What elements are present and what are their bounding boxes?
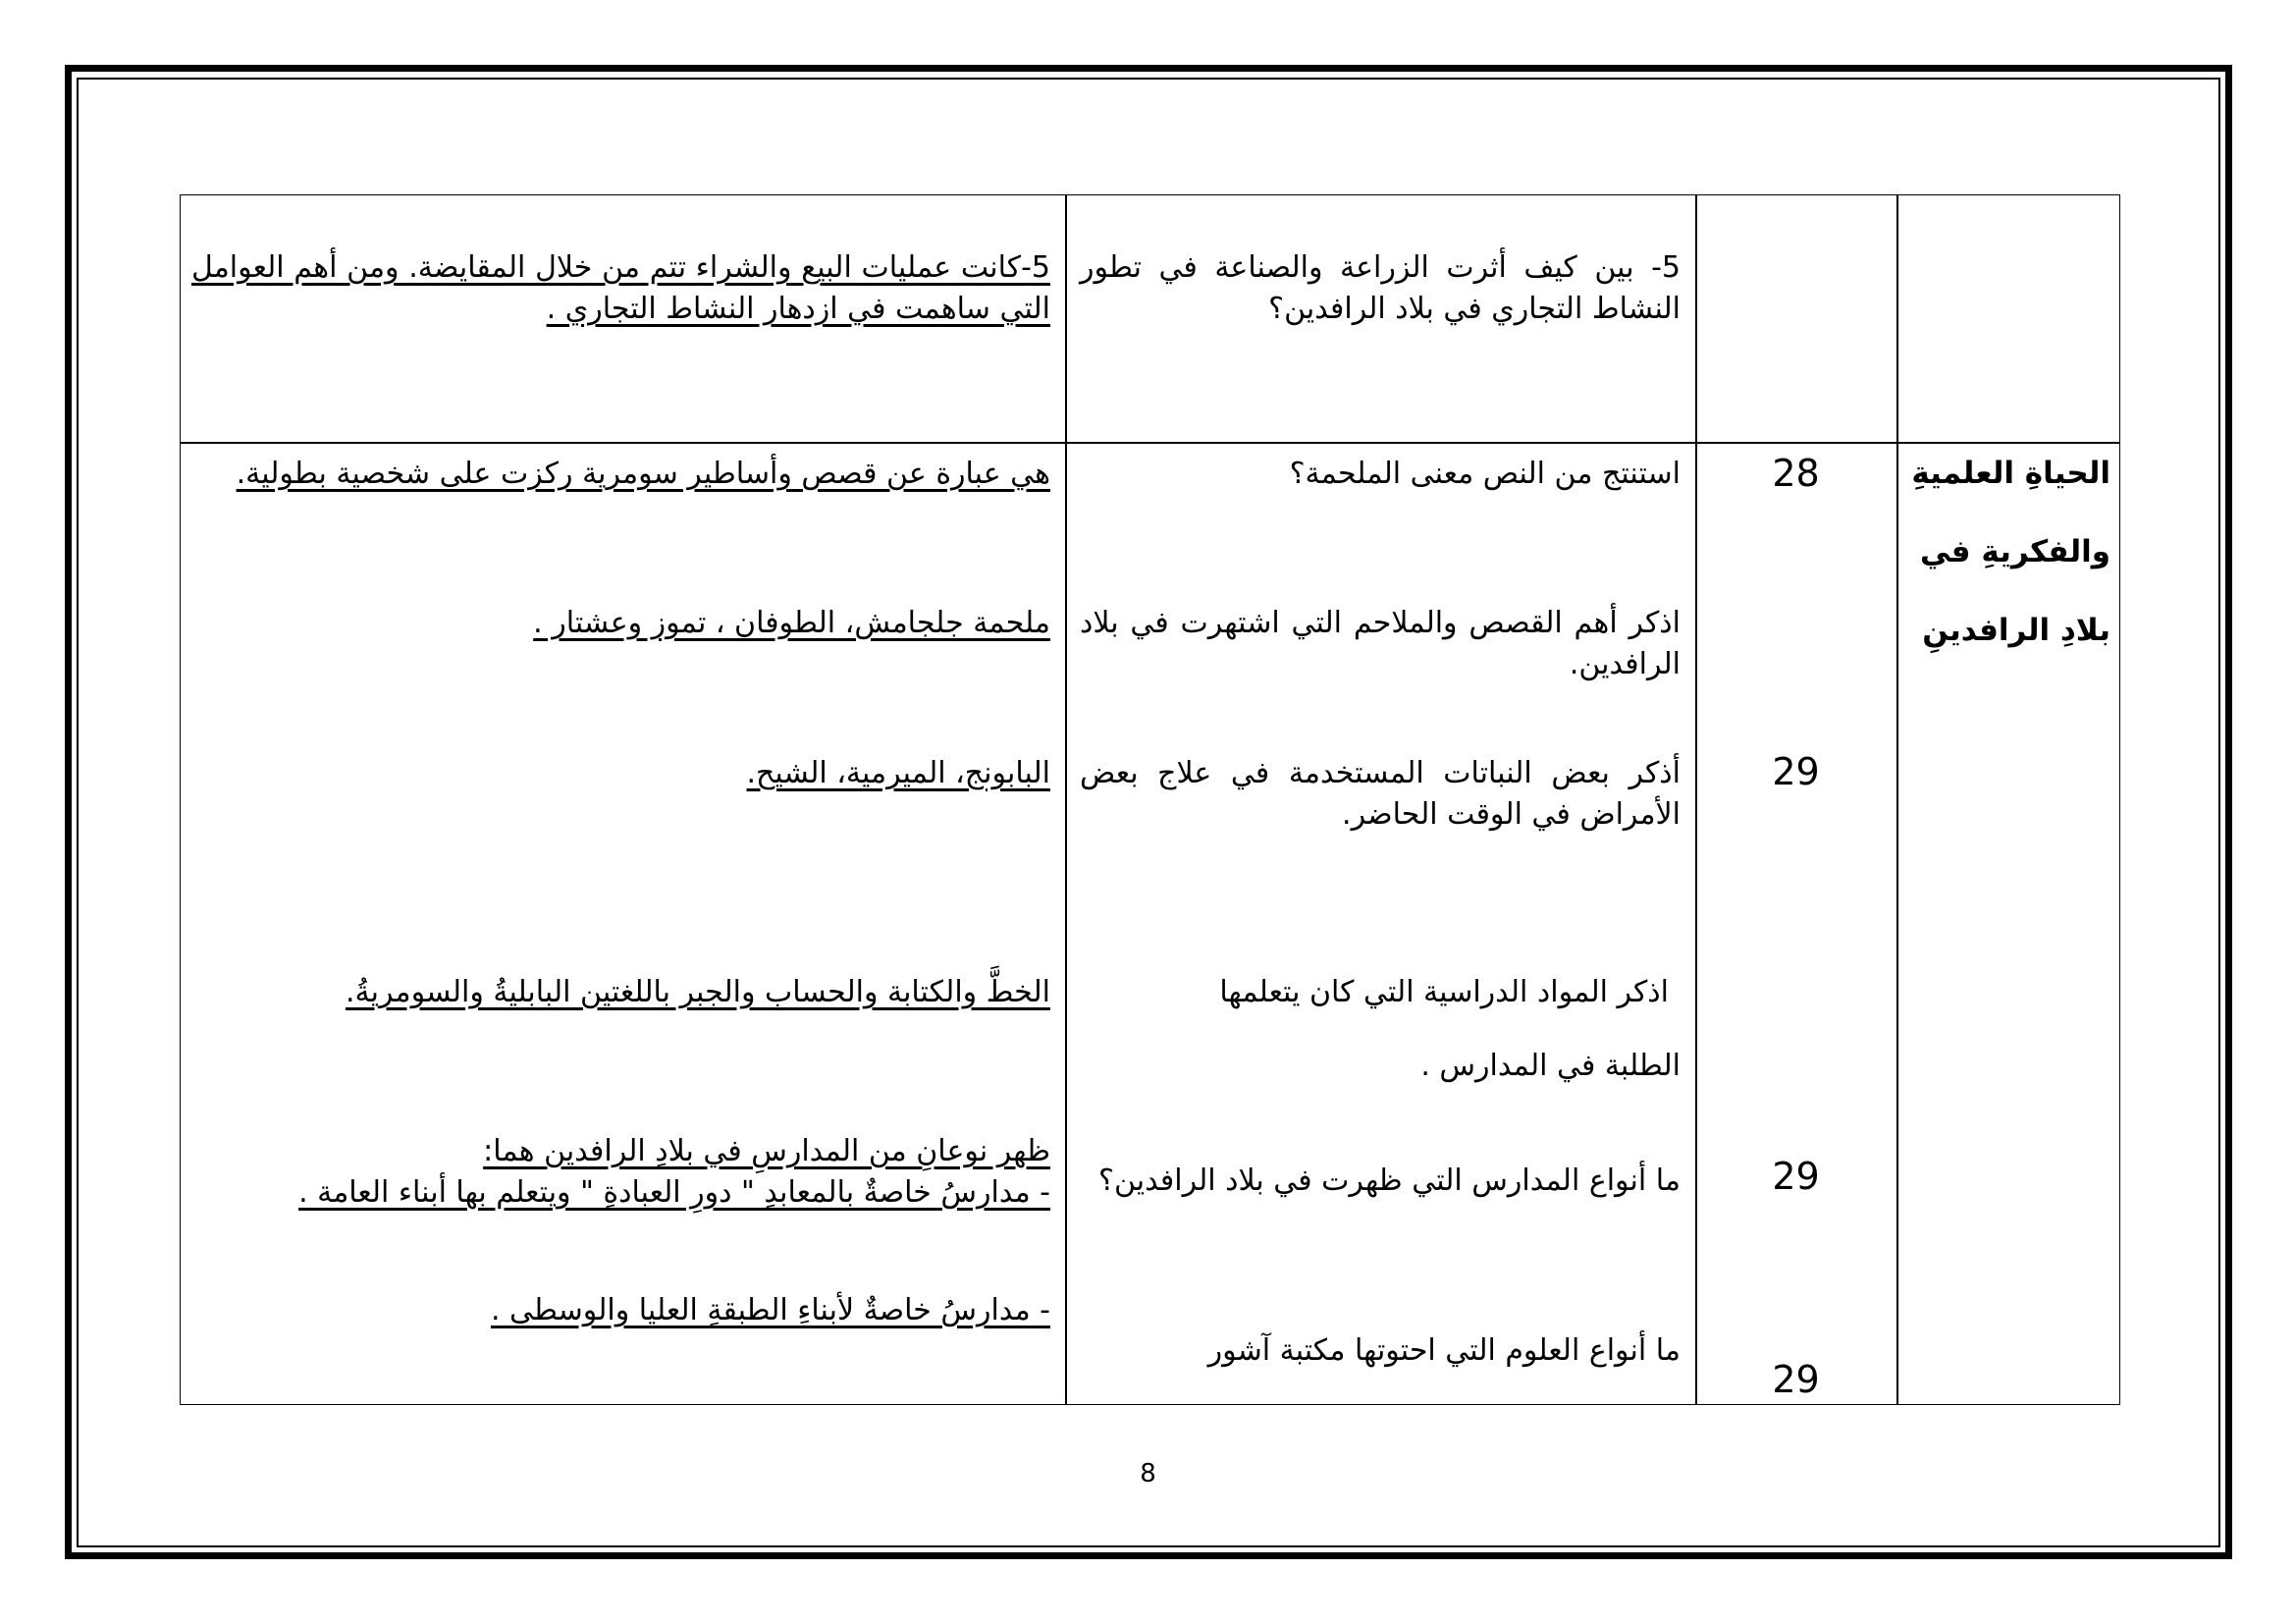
page-ref-29-ashur: 29 — [1772, 1358, 1820, 1401]
answer-epic-meaning: هي عبارة عن قصص وأساطير سومرية ركزت على شخصية بطولية. — [236, 457, 1050, 491]
answer-school-subjects: الخطَّ والكتابة والحساب والجبر باللغتين البابليةُ والسومريةُ. — [346, 975, 1050, 1009]
lesson-title — [1909, 434, 2110, 670]
page-ref-28: 28 — [1772, 452, 1820, 495]
page-number: 8 — [1140, 1459, 1156, 1489]
question-school-subjects-line1: اذكر المواد الدراسية التي كان يتعلمها — [1219, 975, 1669, 1009]
question-famous-epics: اذكر أهم القصص والملاحم التي اشتهرت في بلاد الرافدين. — [1080, 606, 1681, 681]
answer-school-types-line1: ظهر نوعانِ من المدارسِ في بلادِ الرافدين هما: — [483, 1134, 1050, 1168]
answer-school-types-line2: - مدارسُ خاصةٌ بالمعابدِ " دورِ العبادةِ " ويتعلم بها أبناء العامة . — [298, 1175, 1050, 1210]
answer-trade: 5-كانت عمليات البيع والشراء تتم من خلال المقايضة. ومن أهم العوامل التي ساهمت في ازدهار النشاط التجاري . — [191, 250, 1050, 326]
question-school-subjects-line2: الطلبة في المدارس . — [1420, 1049, 1681, 1083]
table-col-divider-page — [1695, 194, 1697, 1405]
table-col-divider-title — [1896, 194, 1898, 1405]
page-ref-29-schools: 29 — [1772, 1155, 1820, 1198]
question-school-types: ما أنواع المدارس التي ظهرت في بلاد الرافدين؟ — [1098, 1164, 1681, 1198]
answer-medicinal-plants: البابونج، الميرمية، الشيح. — [746, 756, 1050, 790]
question-medicinal-plants: أذكر بعض النباتات المستخدمة في علاج بعض الأمراض في الوقت الحاضر. — [1080, 756, 1681, 832]
table-row-divider — [180, 442, 2120, 444]
page-ref-29: 29 — [1772, 750, 1820, 793]
lesson-title-line2: والفكريةِ في — [1919, 534, 2110, 569]
answer-school-types-line3: - مدارسُ خاصةٌ لأبناءِ الطبقةِ العليا والوسطى . — [490, 1293, 1050, 1327]
question-trade: 5- بين كيف أثرت الزراعة والصناعة في تطور النشاط التجاري في بلاد الرافدين؟ — [1080, 250, 1681, 326]
lesson-title-line3: بلادِ الرافدينِ — [1922, 613, 2110, 648]
answer-famous-epics: ملحمة جلجامش، الطوفان ، تموز وعشتار . — [533, 606, 1050, 640]
lesson-title-line1: الحياةِ العلميةِ — [1911, 456, 2110, 491]
table-col-divider-answer — [1065, 194, 1067, 1405]
question-epic-meaning: استنتج من النص معنى الملحمة؟ — [1289, 457, 1681, 491]
question-ashur-library: ما أنواع العلوم التي احتوتها مكتبة آشور — [1207, 1333, 1681, 1368]
